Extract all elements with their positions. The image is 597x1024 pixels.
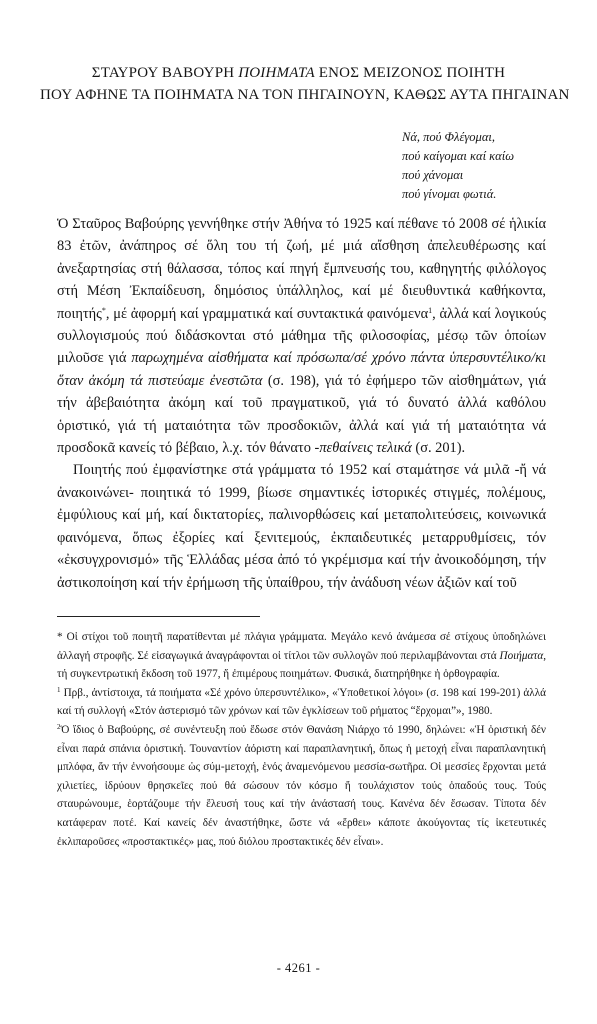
footnote-marker: * (57, 631, 67, 643)
footnote-italic: Ποιήματα (499, 649, 544, 662)
paragraph-text: (σ. 201). (411, 440, 466, 457)
epigraph-line: πού γίνομαι φωτιά. (402, 187, 497, 201)
footnote-marker: 1 (57, 685, 61, 694)
footnote-divider (57, 616, 260, 617)
footnote-marker-1[interactable]: 1 (428, 305, 433, 315)
footnote-marker-star[interactable]: * (101, 305, 106, 315)
page-number: - 4261 - (276, 961, 321, 975)
footnote-text: , τή συγκεντρωτική ἔκδοση τοῦ 1977, ἤ ἐπιμέρους ποιημάτων. Φυσικά, διατηρήθηκε ἡ ὀρθογραφία. (57, 649, 546, 681)
paragraph-1 (57, 213, 546, 459)
paragraph-text: Ὁ Σταῦρος Βαβούρης γεννήθηκε στήν Ἀθήνα τό 1925 καί πέθανε τό 2008 σέ ἡλικία 83 ἐτῶν, ἀνάπηρος σέ ὅλη του τή ζωή, μέ μιά αἴσθηση ἀπελευθέρωσης καί ἀνεξαρτησίας στή θάλασσα, τόπος καί πηγή ἔμπνευσής του, καθηγητής φιλόλογος στή Μέση Ἐκπαίδευση, δημόσιος ὑπάλληλος, καί μέ διευθυντικά καθήκοντα, ποιητής (57, 216, 546, 322)
paragraph-text: , μέ ἀφορμή καί γραμματικά καί συντακτικά φαινόμενα (105, 305, 429, 322)
title-line-1-part-a: ΣΤΑΥΡΟΥ ΒΑΒΟΥΡΗ (91, 65, 239, 81)
verse-quote: παρωχημένα αἰσθήματα καί πρόσωπα/σέ χρόνο πάντα ὑπερσυντέλικο/κι ὅταν ἀκόμη τά πιστεύαμε ἐνεστῶτα (57, 350, 546, 389)
title-line-1-part-b: ΕΝΟΣ ΜΕΙΖΟΝΟΣ ΠΟΙΗΤΗ (314, 65, 506, 81)
paragraph-text: , ἀλλά καί λογικούς συλλογισμούς πού διδάσκονται στό μάθημα τῆς φιλοσοφίας, μέσῳ τῶν ὁποίων μιλοῦσε γιά (57, 305, 546, 367)
footnote-text: Πρβ., ἀντίστοιχα, τά ποιήματα «Σέ χρόνο ὑπερσυντέλικο», «Ὑποθετικοί λόγοι» (σ. 198 καί 199-201) ἀλλά καί τή συλλογή «Στόν ἀστερισμό τῶν χρόνων καί τῶν ἐγκλίσεων τοῦ ρήματος “ἔρχομαι”», 1980. (57, 686, 546, 718)
title-line-1 (40, 62, 557, 84)
epigraph (402, 128, 514, 204)
epigraph-line: Νά, πού Φλέγομαι, (402, 130, 495, 144)
verse-quote: πεθαίνεις τελικά (319, 440, 412, 457)
article-title (40, 62, 570, 106)
title-line-2: ΠΟΥ ΑΦΗΝΕ ΤΑ ΠΟΙΗΜΑΤΑ ΝΑ ΤΟΝ ΠΗΓΑΙΝΟΥΝ, ΚΑΘΩΣ ΑΥΤΑ ΠΗΓΑΙΝΑΝ (40, 87, 570, 103)
body-text (57, 213, 546, 594)
footnote-text: Οἱ στίχοι τοῦ ποιητῆ παρατίθενται μέ πλάγια γράμματα. Μεγάλο κενό ἀνάμεσα σέ στίχους ὑποδηλώνει ἀλλαγή στροφῆς. Σέ εἰσαγωγικά ἀναγράφονται οἱ τίτλοι τῶν συλλογῶν πού περιλαμβάνονται στά (57, 631, 546, 662)
footnote-text: Ὁ ἴδιος ὁ Βαβούρης, σέ συνέντευξη πού ἔδωσε στόν Θανάση Νιάρχο τό 1990, δηλώνει: «Ἡ ὁριστική δέν εἶναι παρά σπάνια ὁριστική. Τουναντίον ἀόριστη καί παραπλανητική, ὅπως ἡ μετοχή εἶναι παραπλανητική μπλόφα, ἄν τήν ἐννοήσουμε ὡς σύμ-μετοχή, ἑνός ἀναμενόμενου μεσσία-σωτῆρα. Οἱ μεσσίες ἔρχονται μετά χιλιετίες, ἱδρύουν θρησκεῖες πού θά σώσουν τόν κόσμο ἤ τουλάχιστον τούς ὀπαδούς τους. Τούς σταυρώνουμε, ἑορτάζουμε τήν ἔλευσή τους καί τήν ἀνάστασή τους. Κανένα δέν ἔσωσαν. Τίποτα δέν κατάφεραν ποτέ. Καί κανείς δέν ἀναστήθηκε, ὥστε νά «ἔρθει» κάποτε ἀκούγοντας τίς ἱκετευτικές ἐκλιπαροῦσες «προστακτικές» μας, πού διόλου προστακτικές δέν εἶναι». (57, 723, 546, 848)
footnote-star (57, 628, 546, 684)
epigraph-line: πού καίγομαι καί καίω (402, 149, 515, 163)
footnotes (57, 628, 546, 851)
footnote-2 (57, 721, 546, 851)
paragraph-2: Ποιητής πού ἐμφανίστηκε στά γράμματα τό 1952 καί σταμάτησε νά μιλᾶ -ἤ νά ἀνακοινώνει- ποιητικά τό 1999, βίωσε σημαντικές ἱστορικές στιγμές, πολέμους, ἐμφύλιους καί μή, καί δικτατορίες, παλινορθώσεις καί μεταπολιτεύσεις, κοινωνικά φαινόμενα, ὅπως ἐξορίες καί ξενιτεμούς, ἐκπαιδευτικές μεταρρυθμίσεις, τόν «ἐκσυγχρονισμό» τῆς Ἑλλάδας μέσα ἀπό τό γκρέμισμα καί τήν ἀνοικοδόμηση, τήν ἀστικοποίηση καί τήν ἐρήμωση τῆς ὑπαίθρου, τήν ἀνάδυση νέων ἀξιῶν καί τοῦ (57, 462, 546, 591)
epigraph-line: πού χάνομαι (402, 168, 464, 182)
title-italic-work: ΠΟΙΗΜΑΤΑ (238, 65, 315, 81)
footnote-marker: 2 (57, 722, 61, 731)
footnote-1 (57, 684, 546, 721)
paragraph-text: (σ. 198), γιά τό ἐφήμερο τῶν αἰσθημάτων, γιά τήν ἀβεβαιότητα ἀκόμη καί τοῦ πραγματικοῦ, γιά τό δυνατό ἀλλά καθόλου ὁριστικό, γιά τή ματαιότητα τῶν προσδοκιῶν, ἀλλά καί γιά τή ματαιότητα νά προσδοκᾶ κανείς τό βέβαιο, λ.χ. τόν θάνατο - (57, 372, 546, 457)
